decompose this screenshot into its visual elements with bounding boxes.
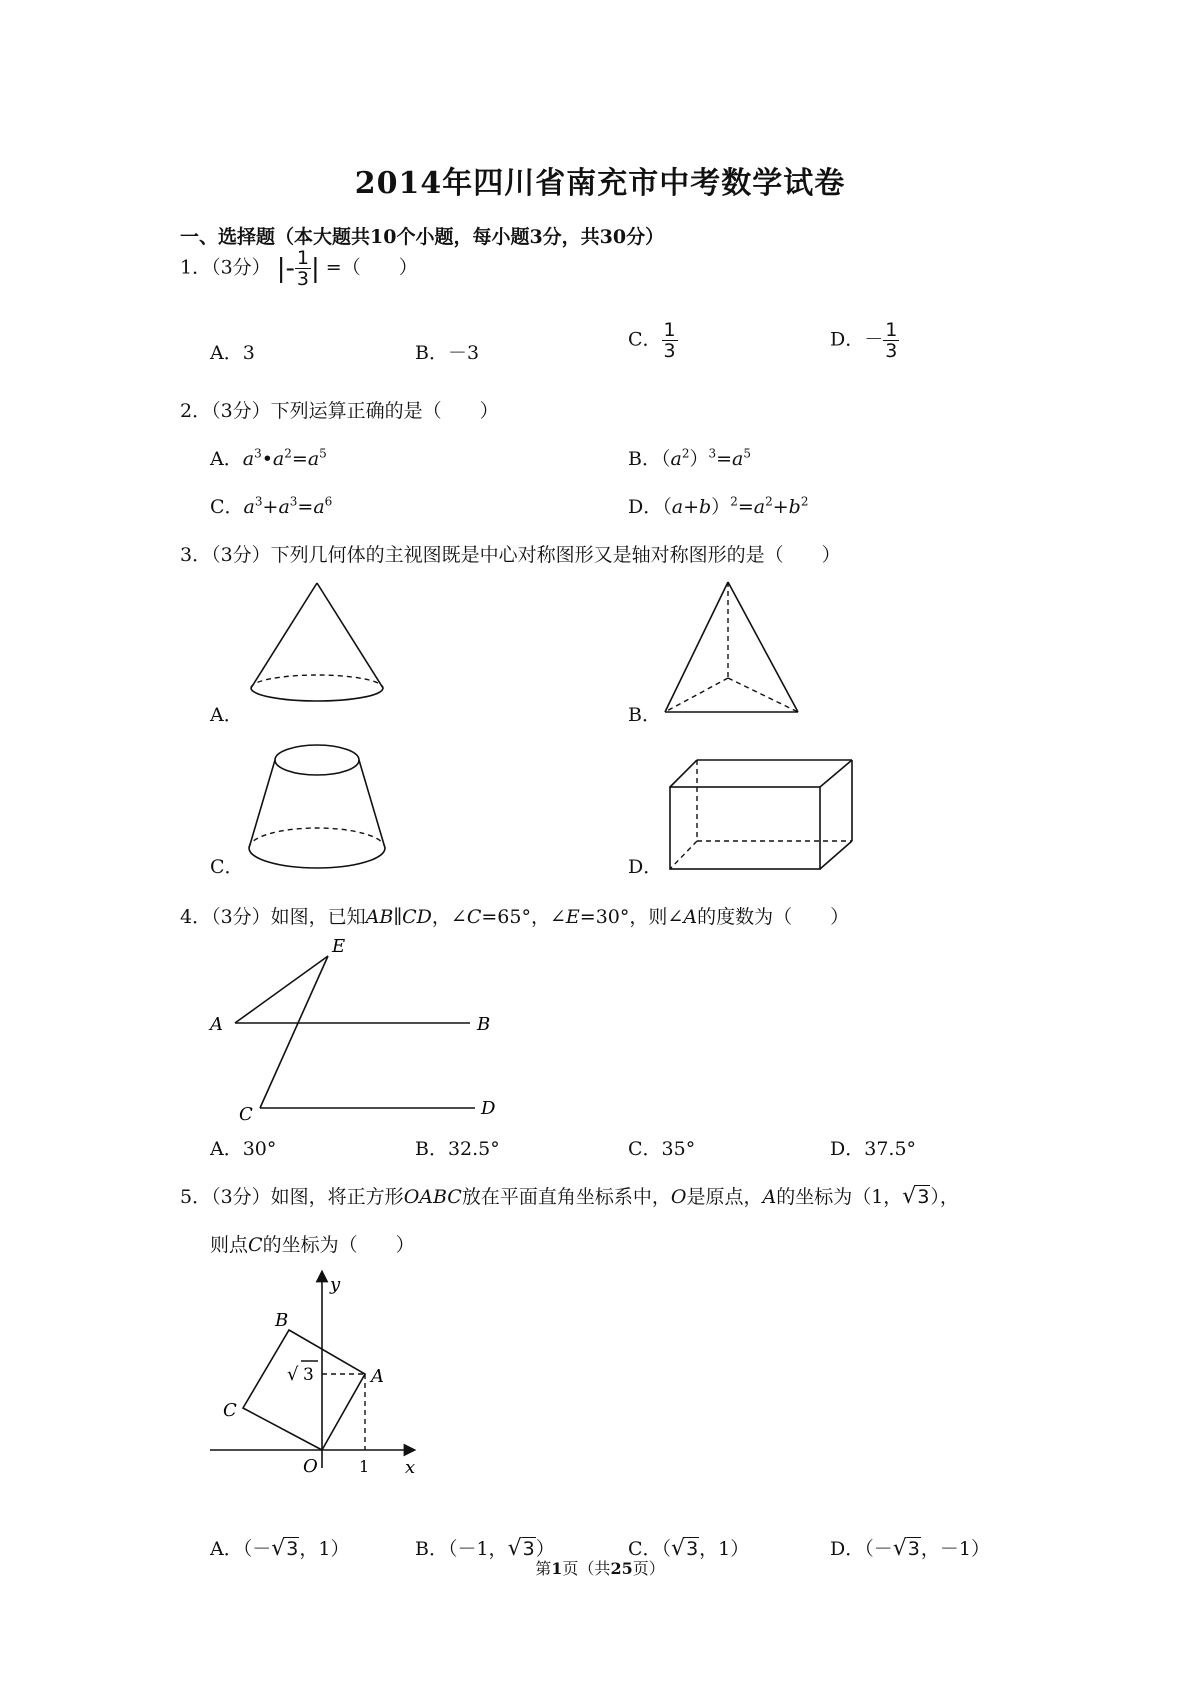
cone-figure: [245, 580, 395, 715]
q2-option-b: B．$(a^2)^3=a^5$: [628, 446, 751, 470]
question-3-stem: 3．（3分）下列几何体的主视图既是中心对称图形又是轴对称图形的是（ ）: [180, 544, 841, 566]
question-5-stem-line2: 则点C的坐标为（ ）: [210, 1234, 415, 1256]
q2-option-c: C．$a^3+a^3=a^6$: [210, 494, 333, 518]
label-a: A: [371, 1366, 384, 1387]
label-e: E: [332, 936, 346, 957]
question-5-stem-line1: 5．（3分）如图，将正方形OABC放在平面直角坐标系中，O是原点，A的坐标为（1，√3），: [180, 1184, 959, 1209]
q1-option-d: D．－ $\frac{1}{3}$: [830, 319, 898, 362]
q4-option-c: C．35°: [628, 1138, 696, 1160]
label-b: B: [275, 1310, 289, 1331]
label-o: O: [303, 1456, 318, 1477]
question-1-stem: [180, 248, 418, 289]
q1-prefix: 1．（3分）: [180, 256, 271, 279]
question-2-stem: 2．（3分）下列运算正确的是（ ）: [180, 400, 499, 422]
fraction: $\frac{1}{3}$: [885, 319, 898, 362]
fraction: $\frac{1}{3}$: [296, 247, 309, 290]
q5-option-c: C．（√3，1）: [628, 1536, 750, 1561]
label-b: B: [477, 1014, 491, 1035]
sqrt: √3: [902, 1184, 930, 1209]
cuboid-figure: [665, 755, 860, 875]
q5-option-b: B．（－1，√3）: [415, 1536, 555, 1561]
q1-option-b: B．－3: [415, 342, 480, 364]
q2-option-a: A．$a^3•a^2=a^5$: [210, 446, 327, 470]
q4-option-d: D．37.5°: [830, 1138, 917, 1160]
total-pages: 25: [610, 1559, 633, 1578]
question-4-stem: 4．（3分）如图，已知AB∥CD，∠C=65°，∠E=30°，则∠A的度数为（ ）: [180, 906, 850, 928]
label-a: A: [210, 1014, 223, 1035]
q1-option-c: C． $\frac{1}{3}$: [628, 319, 676, 362]
label-d: D: [481, 1098, 496, 1119]
q2-option-d: D．$(a+b)^2=a^2+b^2$: [628, 494, 809, 518]
label-one: 1: [359, 1457, 370, 1476]
label-y: y: [330, 1274, 341, 1295]
frustum-figure: [245, 738, 395, 873]
page-number: 1: [551, 1559, 563, 1578]
label-c: C: [223, 1400, 237, 1421]
label-c: C: [239, 1104, 253, 1125]
q3-option-c: C．: [210, 856, 244, 878]
q3-option-b: B．: [628, 704, 661, 726]
coordinate-figure: [205, 1268, 420, 1478]
q5-option-a: A．（－√3，1）: [210, 1536, 350, 1561]
tetrahedron-figure: [660, 578, 805, 718]
q4-option-a: A．30°: [210, 1138, 277, 1160]
label-x: x: [405, 1457, 416, 1478]
label-sqrt3: 3: [303, 1365, 314, 1385]
section-heading: 一、选择题（本大题共10个小题，每小题3分，共30分）: [180, 226, 665, 248]
page-title: 2014年四川省南充市中考数学试卷: [354, 166, 846, 201]
q1-suffix: =（ ）: [325, 256, 418, 279]
fraction: $\frac{1}{3}$: [663, 319, 676, 362]
q3-option-d: D．: [628, 856, 663, 878]
parallel-lines-figure: [205, 930, 505, 1130]
page-footer: 第1页（共25页）: [535, 1559, 665, 1578]
sqrt-symbol: √: [287, 1364, 299, 1385]
q4-option-b: B．32.5°: [415, 1138, 500, 1160]
abs-open: |-: [276, 253, 295, 284]
q5-option-d: D．（－√3，－1）: [830, 1536, 990, 1561]
abs-close: |: [310, 253, 320, 284]
q3-option-a: A．: [210, 704, 243, 726]
q1-option-a: A．3: [210, 342, 255, 364]
